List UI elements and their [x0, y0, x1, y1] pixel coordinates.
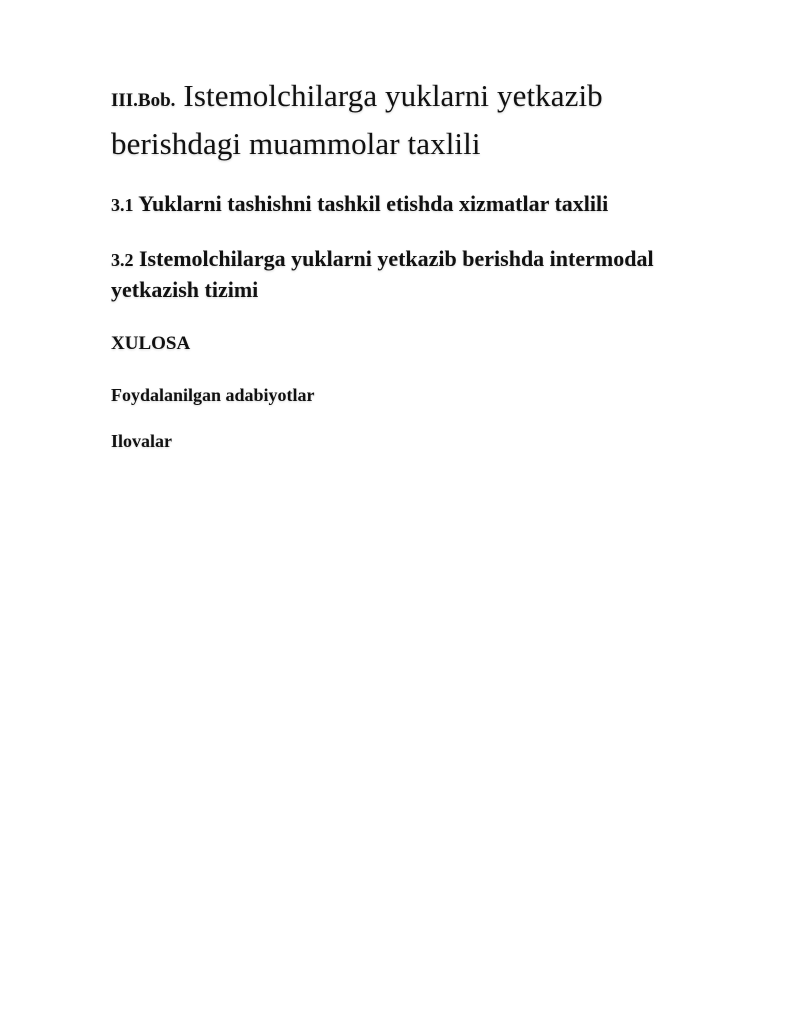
table-of-contents — [111, 74, 731, 454]
conclusion-heading: XULOSA — [111, 333, 191, 354]
section-heading-3-2 — [111, 244, 731, 305]
chapter-prefix: III.Bob. — [111, 90, 176, 111]
section-number: 3.2 — [111, 250, 134, 270]
chapter-heading — [111, 74, 731, 165]
section-title: Yuklarni tashishni tashkil etishda xizmatlar taxlili — [138, 191, 609, 216]
chapter-title: Istemolchilarga yuklarni yetkazib berishdagi muammolar taxlili — [111, 78, 603, 161]
section-title: Istemolchilarga yuklarni yetkazib berishda intermodal yetkazish tizimi — [111, 246, 654, 302]
section-heading-3-1 — [111, 189, 731, 220]
section-number: 3.1 — [111, 195, 134, 215]
appendices-heading: Ilovalar — [111, 431, 172, 451]
references-heading: Foydalanilgan adabiyotlar — [111, 385, 315, 405]
